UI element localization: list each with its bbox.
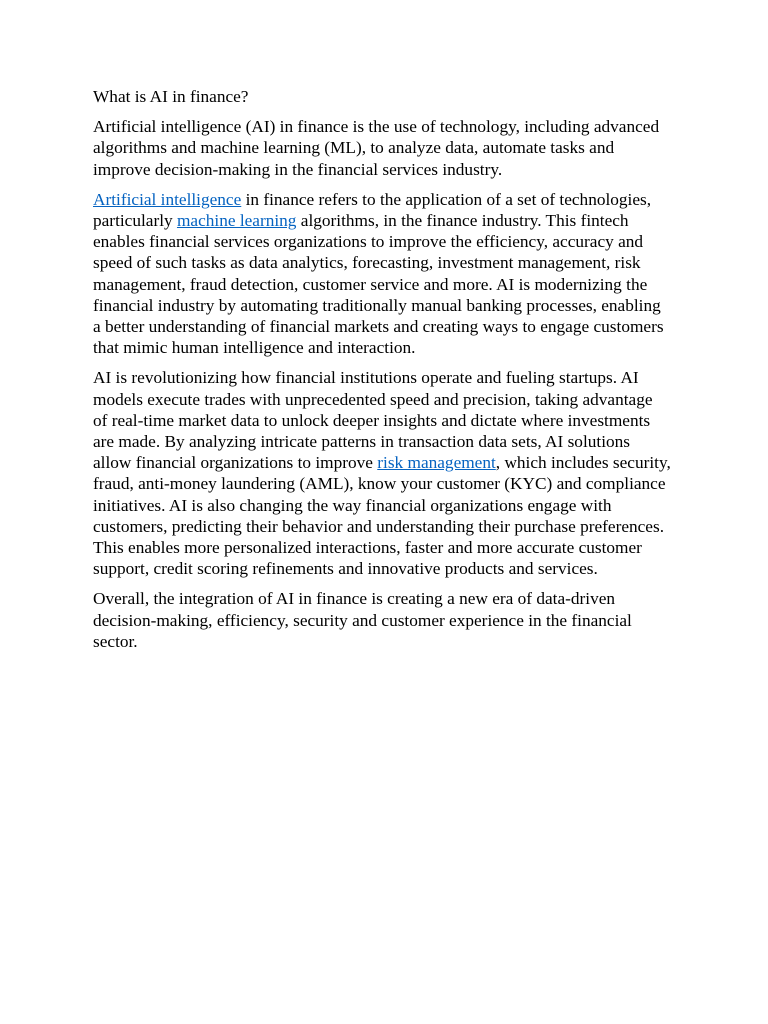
document-body bbox=[93, 86, 671, 661]
definition-text-part2: algorithms, in the finance industry. This fintech enables financial services organizations to improve the efficiency, accuracy and speed of such tasks as data analytics, forecasting, investment management, risk management, fraud detection, customer service and more. AI is modernizing the financial industry by automating traditionally manual banking processes, enabling a better understanding of financial markets and creating ways to engage customers that mimic human intelligence and interaction. bbox=[93, 211, 664, 358]
machine-learning-link[interactable]: machine learning bbox=[176, 211, 297, 231]
artificial-intelligence-link[interactable]: Artificial intelligence bbox=[93, 189, 242, 209]
impact-text-part1: AI is revolutionizing how financial institutions operate and fueling startups. AI models execute trades with unprecedented speed and precision, taking advantage of real-time market data to unlock deeper insights and dictate where investments are made. By analyzing intricate patterns in transaction data sets, AI solutions allow financial organizations to improve bbox=[93, 368, 653, 473]
intro-paragraph: Artificial intelligence (AI) in finance is the use of technology, including advanced algorithms and machine learning (ML), to analyze data, automate tasks and improve decision-making in the financial services industry. bbox=[93, 117, 660, 179]
impact-text-part2: , which includes security, fraud, anti-money laundering (AML), know your customer (KYC) and compliance initiatives. AI is also changing the way financial organizations engage with customers, predicting their behavior and understanding their purchase preferences. This enables more personalized interactions, faster and more accurate customer support, credit scoring refinements and innovative products and services. bbox=[93, 453, 671, 579]
definition-text-part1: in finance refers to the application of a set of technologies, particularly bbox=[93, 189, 652, 231]
question-heading: What is AI in finance? bbox=[93, 87, 249, 106]
conclusion-paragraph: Overall, the integration of AI in finance is creating a new era of data-driven decision-making, efficiency, security and customer experience in the financial sector. bbox=[93, 589, 632, 651]
risk-management-link[interactable]: risk management bbox=[377, 453, 496, 473]
impact-paragraph bbox=[93, 367, 671, 579]
definition-paragraph bbox=[93, 189, 671, 359]
